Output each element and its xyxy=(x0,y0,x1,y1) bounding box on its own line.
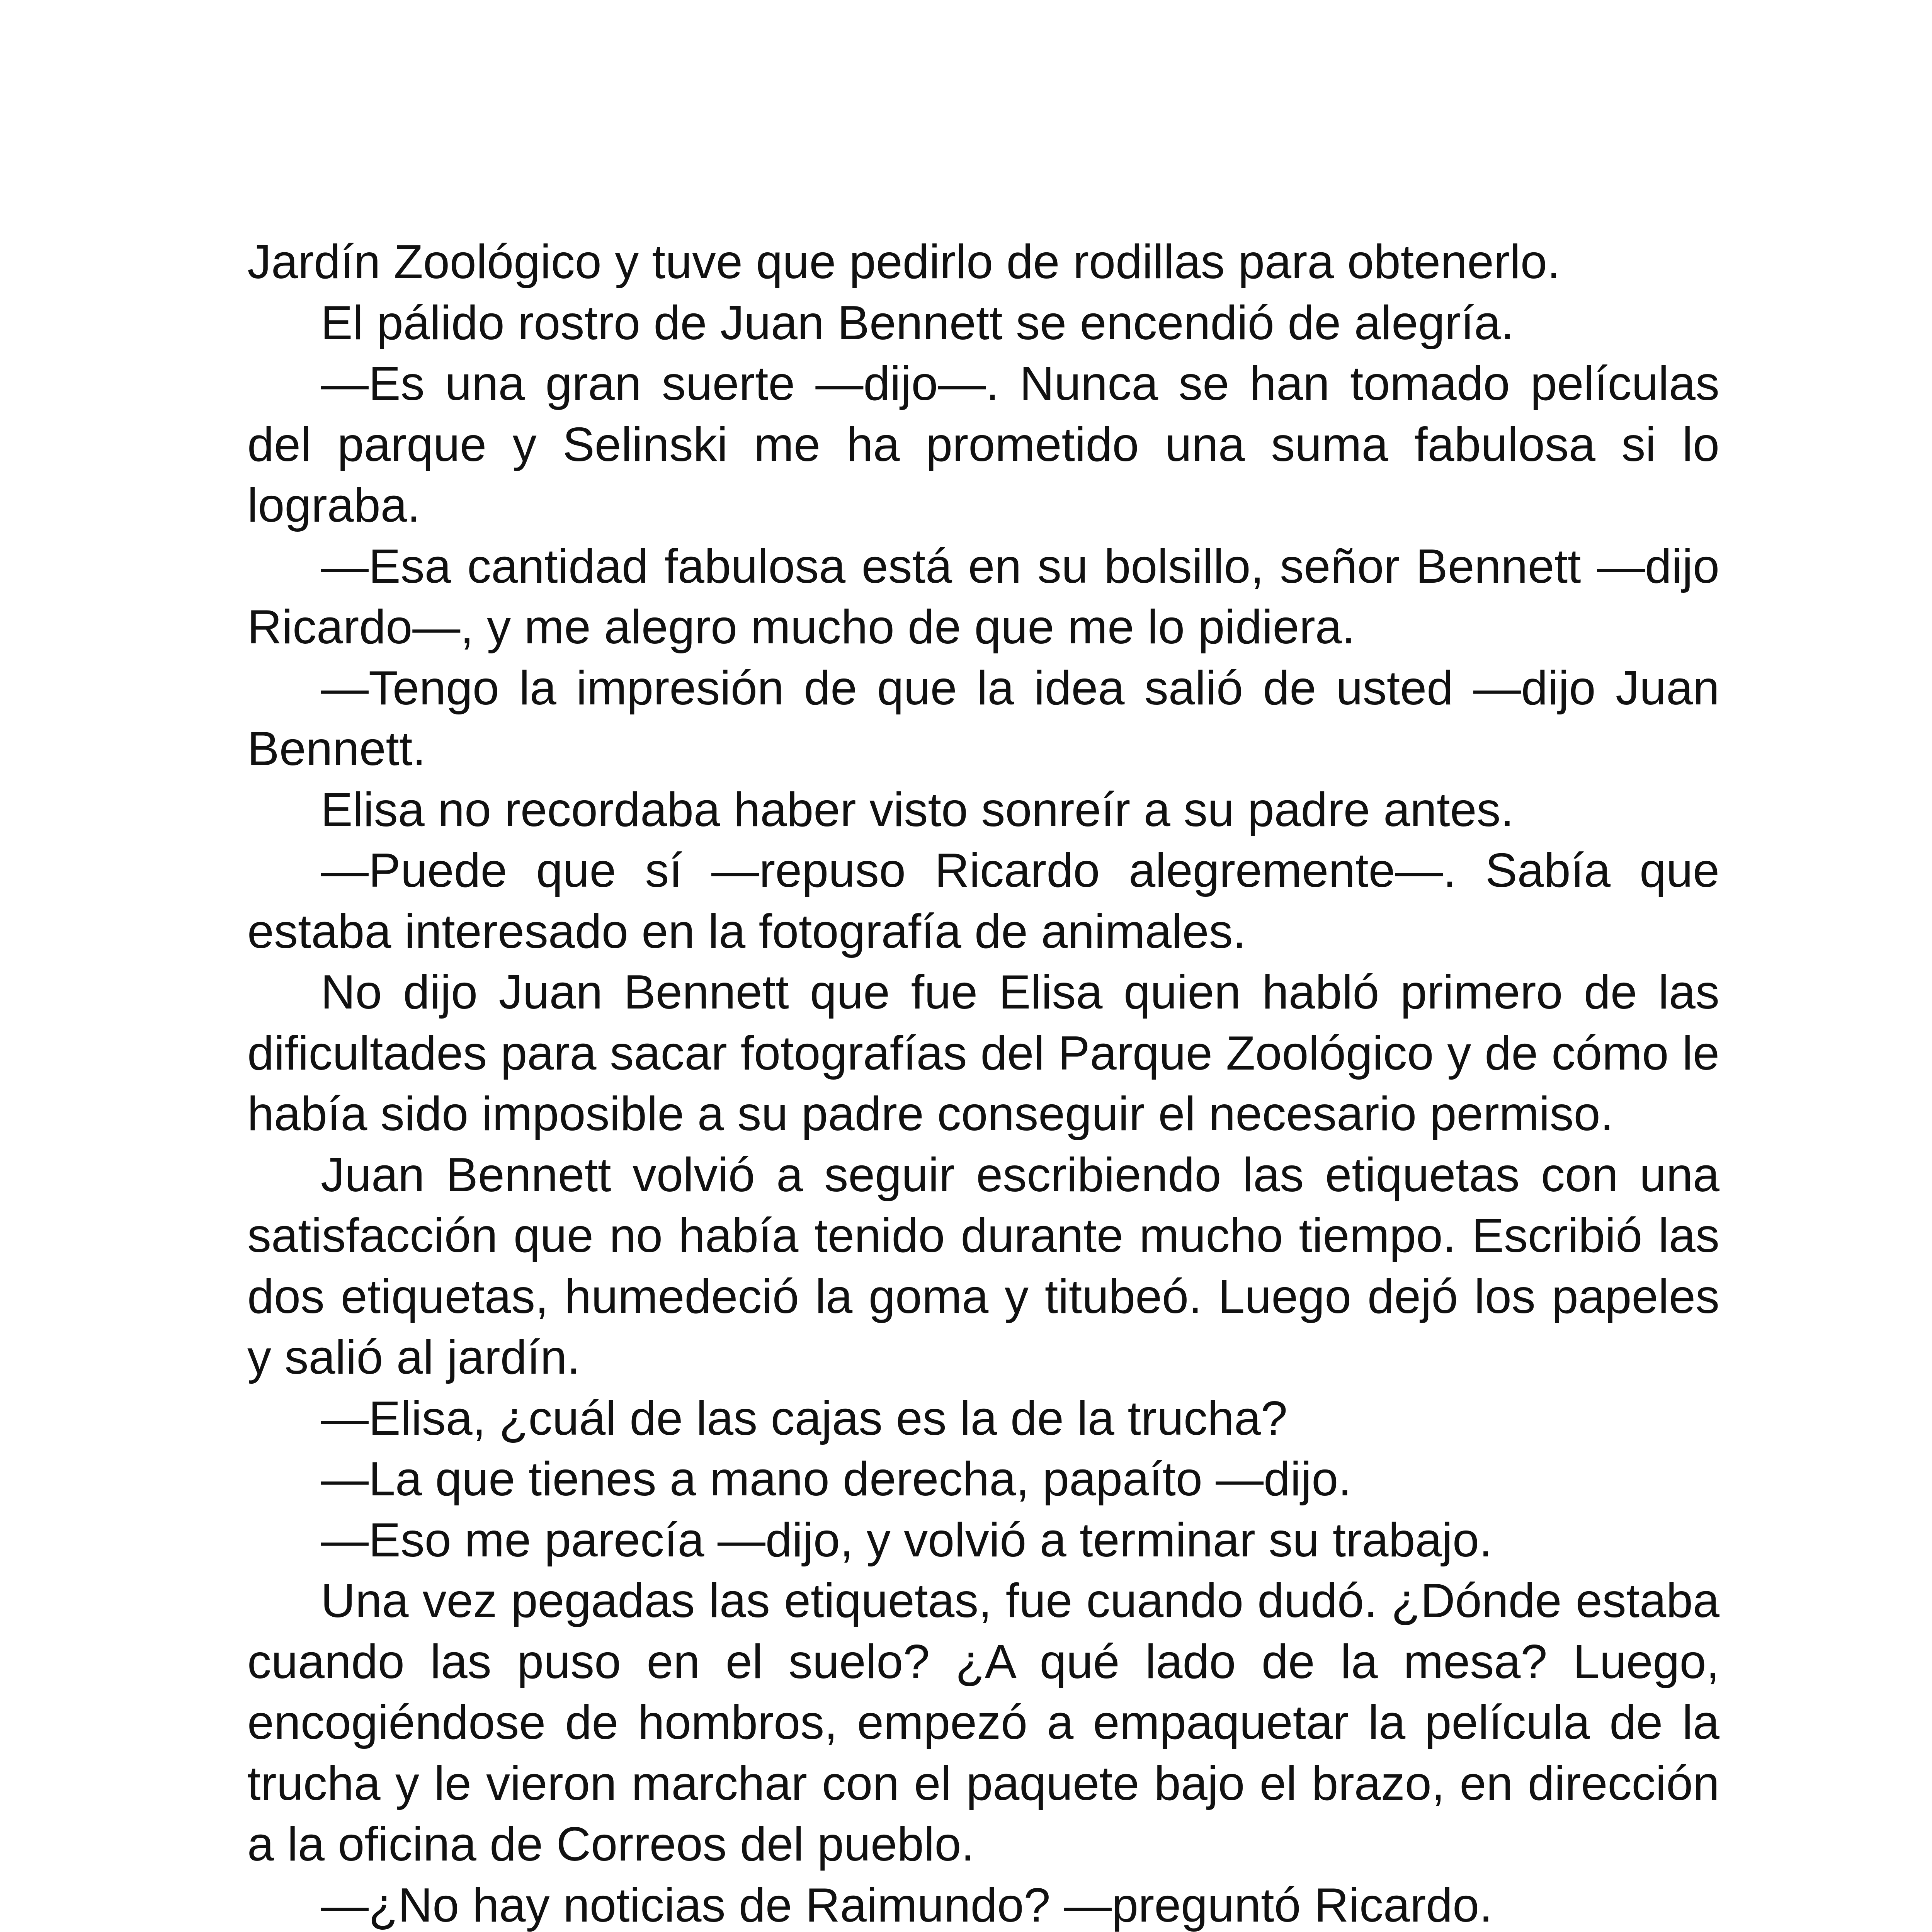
paragraph: —Puede que sí —repuso Ricardo alegremente—. Sabía que estaba interesado en la fotografía de animales. xyxy=(247,844,1719,958)
paragraph: El pálido rostro de Juan Bennett se encendió de alegría. xyxy=(321,296,1514,350)
paragraph: Elisa no recordaba haber visto sonreír a su padre antes. xyxy=(321,783,1514,837)
paragraph: —Esa cantidad fabulosa está en su bolsillo, señor Bennett —dijo Ricardo—, y me alegro mucho de que me lo pidiera. xyxy=(247,539,1719,654)
paragraph: —Es una gran suerte —dijo—. Nunca se han tomado películas del parque y Selinski me ha prometido una suma fabulosa si lo lograba. xyxy=(247,357,1719,532)
paragraph: Juan Bennett volvió a seguir escribiendo las etiquetas con una satisfacción que no había tenido durante mucho tiempo. Escribió las dos etiquetas, humedeció la goma y titubeó. Luego dejó los papeles y salió al jardín. xyxy=(247,1148,1719,1384)
paragraph: —La que tienes a mano derecha, papaíto —dijo. xyxy=(321,1452,1352,1506)
paragraph: —Elisa, ¿cuál de las cajas es la de la trucha? xyxy=(321,1391,1287,1445)
paragraph: Una vez pegadas las etiquetas, fue cuando dudó. ¿Dónde estaba cuando las puso en el suelo? ¿A qué lado de la mesa? Luego, encogiéndose de hombros, empezó a empaquetar la película de la trucha y le vieron marchar con el paquete bajo el brazo, en dirección a la oficina de Correos del pueblo. xyxy=(247,1574,1719,1871)
paragraph: —Tengo la impresión de que la idea salió de usted —dijo Juan Bennett. xyxy=(247,661,1719,776)
paragraph: —Eso me parecía —dijo, y volvió a terminar su trabajo. xyxy=(321,1513,1493,1567)
body-text xyxy=(247,232,1719,1932)
paragraph: No dijo Juan Bennett que fue Elisa quien habló primero de las dificultades para sacar fotografías del Parque Zoológico y de cómo le había sido imposible a su padre conseguir el necesario permiso. xyxy=(247,966,1719,1141)
paragraph: —¿No hay noticias de Raimundo? —preguntó Ricardo. xyxy=(321,1878,1493,1932)
paragraph: Jardín Zoológico y tuve que pedirlo de rodillas para obtenerlo. xyxy=(247,235,1561,289)
